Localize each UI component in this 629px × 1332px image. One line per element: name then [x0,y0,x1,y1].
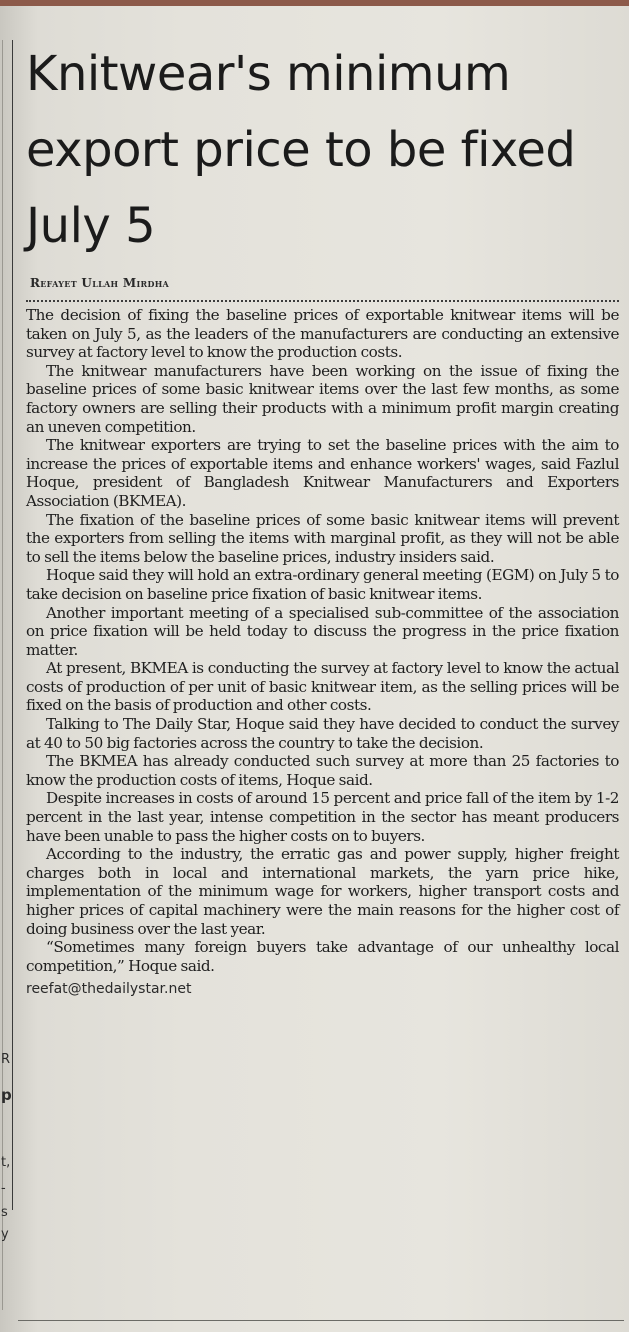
article-headline: Knitwear's minimum export price to be fixed July 5 [26,46,576,254]
bottom-rule [18,1320,624,1321]
left-page-rule [2,40,3,1310]
article-paragraph: At present, BKMEA is conducting the survey at factory level to know the actual costs of production of per unit of basic knitwear item, as the selling prices will be fixed on the basis of production and other costs. [26,659,619,715]
column-rule [12,40,13,1210]
article-paragraph: The knitwear exporters are trying to set the baseline prices with the aim to increase the prices of exportable items and enhance workers' wages, said Fazlul Hoque, president of Bangladesh Knitwear Manufacturers and Exporters Association (BKMEA). [26,436,619,510]
article-body [26,306,619,975]
byline-divider [26,300,619,302]
article-paragraph: Another important meeting of a specialised sub-committee of the association on price fixation will be held today to discuss the progress in the price fixation matter. [26,603,619,659]
article-paragraph: “Sometimes many foreign buyers take advantage of our unhealthy local competition,” Hoque said. [26,938,619,975]
article-paragraph: Hoque said they will hold an extra-ordinary general meeting (EGM) on July 5 to take decision on baseline price fixation of basic knitwear items. [26,566,619,603]
article-paragraph: The fixation of the baseline prices of some basic knitwear items will prevent the exporters from selling the items with marginal profit, as they will not be able to sell the items below the baseline prices, industry insiders said. [26,510,619,566]
edge-fragment: y [1,1227,9,1242]
article-paragraph: Talking to The Daily Star, Hoque said they have decided to conduct the survey at 40 to 50 big factories across the country to take the decision. [26,715,619,752]
article-paragraph: Despite increases in costs of around 15 percent and price fall of the item by 1-2 percent in the last year, intense competition in the sector has meant producers have been unable to pass the higher costs on to buyers. [26,789,619,845]
edge-fragment: t, [1,1155,11,1170]
edge-fragment: - [1,1181,6,1196]
edge-fragment: R [1,1052,11,1067]
edge-fragment: p [1,1086,12,1104]
article-paragraph: The BKMEA has already conducted such survey at more than 25 factories to know the production costs of items, Hoque said. [26,752,619,789]
article-paragraph: The decision of fixing the baseline prices of exportable knitwear items will be taken on July 5, as the leaders of the manufacturers are conducting an extensive survey at factory level to know the production costs. [26,306,619,362]
article-paragraph: The knitwear manufacturers have been working on the issue of fixing the baseline prices of some basic knitwear items over the last few months, as some factory owners are selling their products with a minimum profit margin creating an uneven competition. [26,361,619,436]
article-byline: Refayet Ullah Mirdha [30,276,170,290]
edge-fragment: s [1,1205,8,1220]
article-paragraph: According to the industry, the erratic gas and power supply, higher freight charges both in local and international markets, the yarn price hike, implementation of the minimum wage for workers, higher transport costs and higher prices of capital machinery were the main reasons for the higher cost of doing business over the last year. [26,845,619,938]
author-email: reefat@thedailystar.net [26,981,192,998]
top-edge-strip [0,0,629,6]
article [26,36,626,997]
